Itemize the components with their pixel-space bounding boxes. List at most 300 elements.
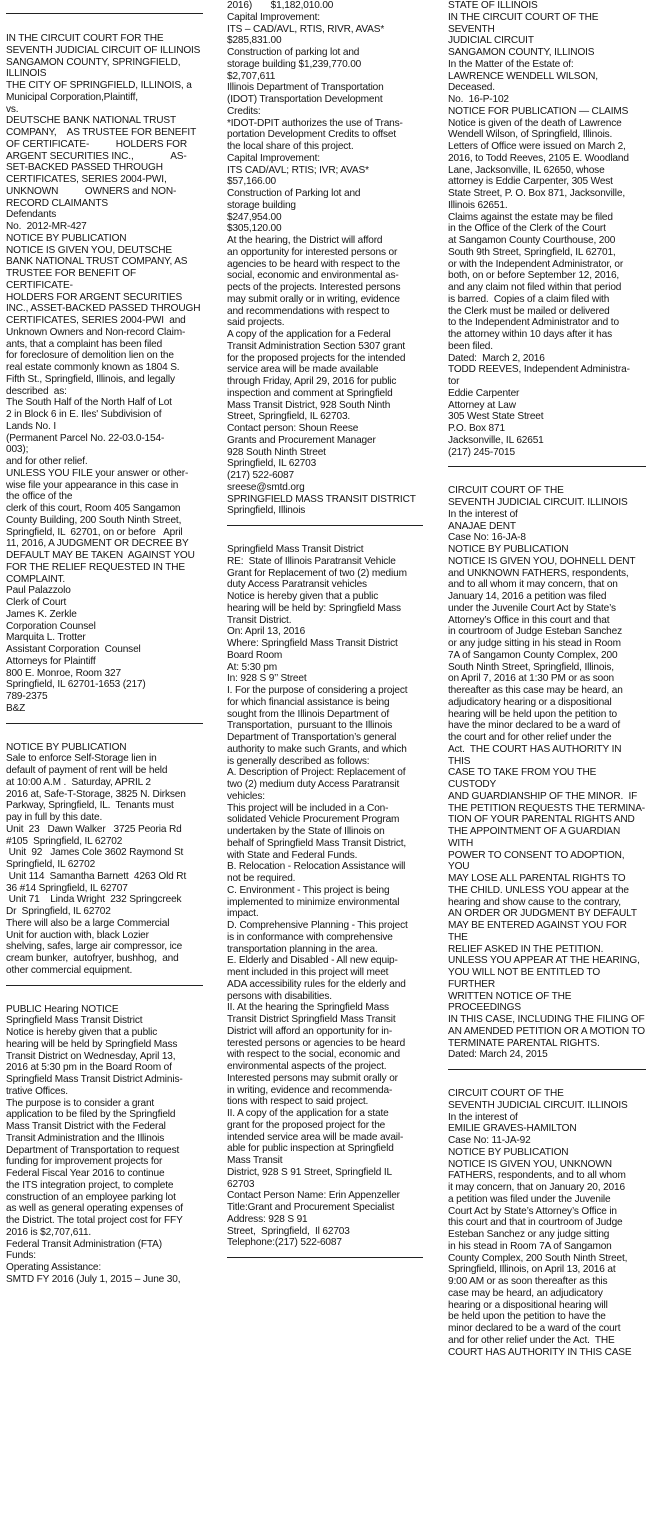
notice-line: Parkway, Springfield, IL. Tenants must <box>6 800 174 812</box>
notice-line: #105 Springfield, IL 62702 <box>6 835 123 847</box>
notice-line: Springfield, Illinois, on April 13, 2016 at <box>448 1264 616 1276</box>
notice-line: In the interest of <box>448 1111 518 1123</box>
notice-line: STATE OF ILLINOIS <box>448 0 538 11</box>
notice-line: not be required. <box>227 873 296 884</box>
notice-line: Mass Transit <box>227 1155 283 1166</box>
notice-line: 2016 at 5:30 pm in the Board Room of <box>6 1062 172 1074</box>
notice-self-storage-sale <box>6 742 203 977</box>
notice-line: Letters of Office were issued on March 2, <box>448 141 626 152</box>
notice-line: two (2) medium duty Access Paratransit <box>227 779 400 790</box>
notice-line: Deceased. <box>448 82 495 94</box>
notice-line: 003); <box>6 444 29 456</box>
notice-line: AND GUARDIANSHIP OF THE MINOR. IF <box>448 790 638 802</box>
notice-line: 2 in Block 6 in E. Iles' Subdivision of <box>6 409 162 420</box>
notice-line: and any claim not filed within that period <box>448 282 622 293</box>
notice-line: *IDOT-DPIT authorizes the use of Trans- <box>227 117 403 129</box>
notice-line: adjudicatory hearing or a dispositional <box>448 696 612 708</box>
notice-line: FATHERS, respondents, and to all whom <box>448 1170 626 1182</box>
notice-line: it may concern, that on January 20, 2016 <box>448 1182 625 1193</box>
notice-line: be held upon the petition to have the <box>448 1311 606 1323</box>
notice-line: is generally described as follows: <box>227 755 370 767</box>
notice-divider <box>6 985 203 986</box>
notice-line: Fifth St., Springfield, Illinois, and legally <box>6 373 175 385</box>
notice-line: Esteban Sanchez or any judge sitting <box>448 1229 610 1240</box>
notice-line: 11, 2016, A JUDGMENT OR DECREE BY <box>6 538 189 550</box>
notice-line: Springfield, IL 62701-1653 (217) <box>6 679 146 691</box>
notice-line: Marquita L. Trotter <box>6 632 86 644</box>
notice-line: Interested persons may submit orally or <box>227 1072 398 1084</box>
notice-line: SEVENTH JUDICIAL CIRCUIT. ILLINOIS <box>448 1099 628 1111</box>
notice-line: storage building <box>227 199 296 211</box>
notice-line: SANGAMON COUNTY, ILLINOIS <box>448 47 595 58</box>
notice-line: THE CHILD. UNLESS YOU appear at the <box>448 884 629 896</box>
notice-line: NOTICE IS GIVEN YOU, DOHNELL DENT <box>448 555 636 567</box>
notice-line: CERTIFICATES, SERIES 2004-PWI and <box>6 315 186 326</box>
notice-line: Corporation Counsel <box>6 620 96 632</box>
notice-line: Unit 23 Dawn Walker 3725 Peoria Rd <box>6 823 182 835</box>
notice-line: HOLDERS FOR ARGENT SECURITIES <box>6 291 183 303</box>
notice-line: 2016) $1,182,010.00 <box>227 0 334 11</box>
notice-line: in the Office of the Clerk of the Court <box>448 223 606 235</box>
notice-line: (217) 245-7015 <box>448 446 515 458</box>
notice-line: South 9th Street, Springfield, IL 62701, <box>448 246 616 258</box>
notice-line: Municipal Corporation,Plaintiff, <box>6 91 138 103</box>
notice-line: Clerk of Court <box>6 597 67 608</box>
notice-line: Attorney’s Office in this court and that <box>448 614 610 626</box>
notice-line: A copy of the application for a Federal <box>227 329 391 340</box>
notice-line: environmental aspects of the project. <box>227 1061 387 1072</box>
notice-line: TION OF YOUR PARENTAL RIGHTS AND <box>448 814 635 826</box>
notice-line: RE: State of Illinois Paratransit Vehicle <box>227 555 396 567</box>
notice-line: IN THE CIRCUIT COURT FOR THE <box>6 33 164 44</box>
notice-line: YOU WILL NOT BE ENTITLED TO FURTHER <box>448 967 603 990</box>
notice-line: NOTICE BY PUBLICATION <box>6 741 127 753</box>
notice-line: 305 West State Street <box>448 411 544 423</box>
notice-line: Telephone:(217) 522-6087 <box>227 1237 342 1249</box>
notice-line: 7A of Sangamon County Complex, 200 <box>448 649 618 661</box>
notice-line: IN THIS CASE, INCLUDING THE FILING OF <box>448 1014 645 1025</box>
notice-line: terested persons or agencies to be heard <box>227 1037 406 1049</box>
notice-line: construction of an employee parking lot <box>6 1191 176 1203</box>
notice-line: FOR THE RELIEF REQUESTED IN THE <box>6 561 185 573</box>
notice-line: Address: 928 S 91 <box>227 1213 308 1225</box>
notice-divider <box>227 525 423 526</box>
notice-line: CASE TO TAKE FROM YOU THE CUSTODY <box>448 767 599 790</box>
notice-line: TRUSTEE FOR BENEFIT OF CERTIFICATE- <box>6 268 139 291</box>
notice-line: 2016 is $2,707,611. <box>6 1226 92 1238</box>
notice-estate-claims-wilson <box>448 0 646 458</box>
notice-line: LAWRENCE WENDELL WILSON, <box>448 70 598 82</box>
notice-line: the attorney within 10 days after it has <box>448 329 613 340</box>
notice-line: the office of the <box>6 491 73 503</box>
notice-line: storage building $1,239,770.00 <box>227 58 362 70</box>
notice-line: the Clerk must be mailed or delivered <box>448 305 610 317</box>
notice-line: and to all whom it may concern, that on <box>448 579 618 591</box>
notice-line: OF CERTIFICATE- HOLDERS FOR <box>6 138 187 150</box>
notice-line: $247,954.00 <box>227 211 282 223</box>
notice-line: NOTICE FOR PUBLICATION — CLAIMS <box>448 105 629 117</box>
notice-line: JUDICIAL CIRCUIT <box>448 35 534 47</box>
notice-line: Attorneys for Plaintiff <box>6 655 96 667</box>
notice-public-hearing-smtd <box>6 1004 203 1286</box>
notice-line: Sale to enforce Self-Storage lien in <box>6 753 157 765</box>
notice-line: UNKNOWN OWNERS and NON- <box>6 185 177 197</box>
notice-line: District, 928 S 91 Street, Springfield IL <box>227 1166 392 1178</box>
notice-line: COURT HAS AUTHORITY IN THIS CASE <box>448 1346 632 1358</box>
notice-line: $2,707,611 <box>227 70 276 82</box>
notice-line: in his stead in Room 7A of Sangamon <box>448 1240 612 1252</box>
notice-line: SMTD FY 2016 (July 1, 2015 – June 30, <box>6 1273 181 1285</box>
notice-line: inspection and comment at Springfield <box>227 387 393 399</box>
notice-line: ADA accessibility rules for the elderly and <box>227 978 406 990</box>
notice-line: RELIEF ASKED IN THE PETITION. <box>448 943 604 955</box>
notice-line: EMILIE GRAVES-HAMILTON <box>448 1123 577 1135</box>
notice-line: James K. Zerkle <box>6 608 77 620</box>
notice-line: the local share of this project. <box>227 141 354 152</box>
notice-line: SEVENTH JUDICIAL CIRCUIT. ILLINOIS <box>448 497 628 508</box>
notice-line: a petition was filed under the Juvenile <box>448 1193 611 1205</box>
notice-line: and for other relief under the Act. THE <box>448 1334 615 1346</box>
notice-line: (217) 522-6087 <box>227 470 294 481</box>
notice-line: and UNKNOWN FATHERS, respondents, <box>448 567 629 579</box>
notice-line: Transit District Springfield Mass Transit <box>227 1014 396 1025</box>
notice-line: vehicles: <box>227 790 265 802</box>
notice-line: said projects. <box>227 317 285 329</box>
notice-line: 9:00 AM or as soon thereafter as this <box>448 1276 608 1287</box>
notice-line: No. 2012-MR-427 <box>6 221 87 232</box>
notice-line: B&Z <box>6 702 26 714</box>
notice-line: and recommendations with respect to <box>227 305 390 317</box>
notice-line: Act. THE COURT HAS AUTHORITY IN THIS <box>448 743 624 767</box>
notice-line: In: 928 S 9’’ Street <box>227 673 307 685</box>
notice-demolition-lien <box>6 33 203 715</box>
column-top-rule <box>6 13 203 14</box>
notice-line: In the Matter of the Estate of: <box>448 58 574 70</box>
notice-line: cream bunker, autofryer, bushhog, and <box>6 953 179 964</box>
notice-line: transportation planning in the area. <box>227 943 378 955</box>
notice-line: and for other relief. <box>6 456 88 467</box>
notice-line: Transit District. <box>227 614 292 626</box>
notice-line: INC., ASSET-BACKED PASSED THROUGH <box>6 303 201 315</box>
notice-line: able for public inspection at Springfield <box>227 1143 394 1155</box>
notice-line: Case No: 11-JA-92 <box>448 1135 531 1146</box>
notice-line: UNLESS YOU APPEAR AT THE HEARING, <box>448 955 640 967</box>
notice-line: through Friday, April 29, 2016 for public <box>227 376 397 387</box>
notice-line: No. 16-P-102 <box>448 94 509 105</box>
notice-line: B. Relocation - Relocation Assistance will <box>227 861 406 873</box>
notice-line: WRITTEN NOTICE OF THE PROCEEDINGS <box>448 990 575 1014</box>
notice-line: County Building, 200 South Ninth Street, <box>6 514 182 526</box>
notice-line: MAY BE ENTERED AGAINST YOU FOR THE <box>448 920 630 943</box>
notice-divider <box>448 466 646 467</box>
notice-line: application to be filed by the Springfield <box>6 1109 176 1121</box>
notice-line: PUBLIC Hearing NOTICE <box>6 1003 119 1015</box>
notice-line: Springfield, IL 62703 <box>227 458 317 470</box>
notice-public-hearing-smtd-continued <box>227 0 423 517</box>
notice-line: COMPLAINT. <box>6 573 66 585</box>
notice-line: Dr Springfield, IL 62702 <box>6 906 111 917</box>
notice-line: Board Room <box>227 649 283 661</box>
notice-line: pects of the projects. Interested persons <box>227 282 401 293</box>
notice-juvenile-dent <box>448 485 646 1061</box>
notice-line: In the interest of <box>448 508 518 520</box>
notice-line: pay in full by this date. <box>6 812 103 823</box>
notice-line: Wendell Wilson, of Springfield, Illinois. <box>448 129 613 141</box>
notice-line: NOTICE BY PUBLICATION <box>6 232 127 244</box>
notice-line: The purpose is to consider a grant <box>6 1097 155 1109</box>
notice-line: other commercial equipment. <box>6 964 133 976</box>
notice-line: behalf of Springfield Mass Transit District, <box>227 837 407 849</box>
notice-line: ment included in this project will meet <box>227 967 389 978</box>
notice-divider <box>227 1257 423 1258</box>
notice-line: hearing or a dispositional hearing will <box>448 1299 608 1311</box>
notice-line: Illinois Department of Transportation <box>227 82 384 94</box>
notice-line: Attorney at Law <box>448 399 516 411</box>
notice-line: RECORD CLAIMANTS <box>6 197 108 209</box>
notice-line: THE CITY OF SPRINGFIELD, ILLINOIS, a <box>6 80 192 91</box>
notice-line: social, economic and environmental as- <box>227 270 399 282</box>
notice-line: Grant for Replacement of two (2) medium <box>227 567 407 579</box>
notice-line: intended service area will be made avail- <box>227 1131 404 1143</box>
notice-line: At: 5:30 pm <box>227 661 277 673</box>
notice-line: wise file your appearance in this case in <box>6 479 179 491</box>
notice-line: Dated: March 2, 2016 <box>448 352 545 364</box>
notice-line: Springfield, IL 62701, on or before April <box>6 526 183 538</box>
notice-line: MAY LOSE ALL PARENTAL RIGHTS TO <box>448 873 626 884</box>
column-3 <box>448 0 646 1514</box>
notice-line: Department of Transportation’s general <box>227 732 397 743</box>
notice-line: Transit District on Wednesday, April 13, <box>6 1050 176 1062</box>
notice-line: tions with respect to said project. <box>227 1096 369 1108</box>
notice-line: (Permanent Parcel No. 22-03.0-154- <box>6 432 165 444</box>
notice-line: ants, that a complaint has been filed <box>6 338 163 350</box>
notice-line: been filed. <box>448 340 493 352</box>
notice-line: vs. <box>6 103 19 115</box>
notice-line: Defendants <box>6 209 57 221</box>
notice-line: DEUTSCHE BANK NATIONAL TRUST <box>6 115 177 127</box>
notice-line: Transit Administration Section 5307 grant <box>227 340 406 352</box>
notice-line: Construction of parking lot and <box>227 47 360 58</box>
notice-line: AN AMENDED PETITION OR A MOTION TO <box>448 1025 645 1037</box>
notice-line: County Complex, 200 South Ninth Street, <box>448 1252 628 1264</box>
notice-line: Springfield Mass Transit District Adminis- <box>6 1074 183 1085</box>
notice-line: an opportunity for interested persons or <box>227 246 398 258</box>
notice-line: Unit 92 James Cole 3602 Raymond St <box>6 847 184 859</box>
notice-line: (IDOT) Transportation Development <box>227 94 383 105</box>
notice-line: $57,166.00 <box>227 176 277 188</box>
notice-line: Eddie Carpenter <box>448 387 520 399</box>
notice-line: for the proposed projects for the intended <box>227 352 406 364</box>
notice-line: Operating Assistance: <box>6 1262 102 1273</box>
notice-line: Mass Transit District, 928 South Ninth <box>227 399 391 411</box>
notice-line: have the minor declared to be a ward of <box>448 720 621 732</box>
notice-line: the court and for other relief under the <box>448 732 612 743</box>
notice-line: ITS CAD/AVL; RTIS; IVR; AVAS* <box>227 164 369 176</box>
notice-line: solidated Vehicle Procurement Program <box>227 814 400 826</box>
notice-line: Notice is given of the death of Lawrence <box>448 117 622 129</box>
notice-line: DEFAULT MAY BE TAKEN AGAINST YOU <box>6 550 195 561</box>
notice-line: IN THE CIRCUIT COURT OF THE SEVENTH <box>448 11 602 35</box>
notice-line: with respect to the social, economic and <box>227 1049 400 1061</box>
notice-line: or any judge sitting in his stead in Room <box>448 638 621 649</box>
notice-line: or with the Independent Administrator, or <box>448 258 624 270</box>
notice-line: duty Access Paratransit vehicles <box>227 579 367 591</box>
column-1 <box>6 0 203 1514</box>
notice-line: E. Elderly and Disabled - All new equip- <box>227 955 398 967</box>
notice-line: Federal Fiscal Year 2016 to continue <box>6 1168 165 1179</box>
notice-line: case may be heard, an adjudicatory <box>448 1287 603 1299</box>
notice-line: D. Comprehensive Planning - This project <box>227 920 408 931</box>
notice-line: sought from the Illinois Department of <box>227 708 390 720</box>
notice-line: Department of Transportation to request <box>6 1144 180 1156</box>
notice-line: 928 South Ninth Street <box>227 446 326 458</box>
notice-line: thereafter as this case may be heard, an <box>448 685 623 696</box>
notice-line: Credits: <box>227 105 261 117</box>
notice-line: may submit orally or in writing, evidence <box>227 293 400 305</box>
notice-line: UNLESS YOU FILE your answer or other- <box>6 467 189 479</box>
notice-line: Illinois 62651. <box>448 199 508 211</box>
notice-line: Springfield Mass Transit District <box>227 544 364 555</box>
notice-line: CERTIFICATES, SERIES 2004-PWI, <box>6 174 167 185</box>
notice-line: for foreclosure of demolition lien on the <box>6 350 174 362</box>
notice-line: under the Juvenile Court Act by State’s <box>448 602 616 614</box>
notice-line: POWER TO CONSENT TO ADOPTION, YOU <box>448 849 627 873</box>
notice-line: ILLINOIS <box>6 68 47 80</box>
notice-line: Court Act by State’s Attorney’s Office in <box>448 1205 617 1217</box>
notice-line: NOTICE IS GIVEN YOU, DEUTSCHE <box>6 244 172 256</box>
notice-line: hearing will be held by: Springfield Mass <box>227 602 401 614</box>
notice-line: SEVENTH JUDICIAL CIRCUIT OF ILLINOIS <box>6 44 201 56</box>
notice-line: $305,120.00 <box>227 223 282 235</box>
notice-line: 36 #14 Springfield, IL 62707 <box>6 882 128 894</box>
notice-line: Lands No. I <box>6 420 56 432</box>
notice-line: TERMINATE PARENTAL RIGHTS. <box>448 1037 600 1049</box>
notice-line: Transit Administration and the Illinois <box>6 1132 165 1144</box>
notice-line: minor declared to be a ward of the court <box>448 1323 621 1334</box>
notice-line: I. For the purpose of considering a project <box>227 685 408 696</box>
notice-line: attorney is Eddie Carpenter, 305 West <box>448 176 613 188</box>
notice-line: shelving, safes, large air compressor, ice <box>6 941 183 953</box>
notice-line: at Sangamon County Courthouse, 200 <box>448 235 616 246</box>
notice-line: II. At the hearing the Springfield Mass <box>227 1002 389 1014</box>
notice-line: Lane, Jacksonville, IL 62650, whose <box>448 164 605 176</box>
notice-line: authority to make such Grants, and which <box>227 743 407 755</box>
notice-line: default of payment of rent will be held <box>6 765 168 776</box>
notice-line: There will also be a large Commercial <box>6 917 170 929</box>
notice-line: CIRCUIT COURT OF THE <box>448 485 564 497</box>
notice-line: COMPANY, AS TRUSTEE FOR BENEFIT <box>6 127 197 138</box>
notice-line: C. Environment - This project is being <box>227 884 390 896</box>
notice-line: TODD REEVES, Independent Administra- <box>448 364 630 376</box>
notice-line: this court and that in courtroom of Judge <box>448 1217 623 1229</box>
notice-line: trative Offices. <box>6 1085 68 1097</box>
notice-line: This project will be included in a Con- <box>227 802 389 814</box>
notice-line: State Street, P. O. Box 871, Jacksonville, <box>448 188 625 199</box>
notice-line: 2016, to Todd Reeves, 2105 E. Woodland <box>448 152 629 164</box>
notice-line: Paul Palazzolo <box>6 585 71 597</box>
notice-line: Unit for auction with, black Lozier <box>6 929 149 941</box>
notice-line: tor <box>448 376 460 387</box>
notice-line: Street, Springfield, IL 62703. <box>227 411 351 423</box>
notice-line: hearing will be held by Springfield Mass <box>6 1038 178 1050</box>
notice-line: The South Half of the North Half of Lot <box>6 397 172 409</box>
notice-line: in courtroom of Judge Esteban Sanchez <box>448 626 623 638</box>
notice-line: 2016 at, Safe-T-Storage, 3825 N. Dirksen <box>6 788 186 800</box>
notice-line: Grants and Procurement Manager <box>227 434 376 446</box>
notice-line: Funds: <box>6 1250 36 1262</box>
notice-line: Where: Springfield Mass Transit District <box>227 638 398 649</box>
notice-line: is in conformance with comprehensive <box>227 931 393 943</box>
notice-line: with State and Federal Funds. <box>227 849 358 861</box>
notice-line: portation Development Credits to offset <box>227 129 397 141</box>
notice-line: NOTICE BY PUBLICATION <box>448 544 569 555</box>
notice-line: South Ninth Street, Springfield, Illinois, <box>448 661 614 673</box>
notice-line: P.O. Box 871 <box>448 423 505 434</box>
notice-line: AN ORDER OR JUDGMENT BY DEFAULT <box>448 908 637 920</box>
notice-line: ITS – CAD/AVL, RTIS, RIVR, AVAS* <box>227 23 385 35</box>
notice-line: CIRCUIT COURT OF THE <box>448 1088 564 1099</box>
notice-line: real estate commonly known as 1804 S. <box>6 362 180 373</box>
notice-line: Claims against the estate may be filed <box>448 211 613 223</box>
notice-line: SPRINGFIELD MASS TRANSIT DISTRICT <box>227 493 416 505</box>
notice-line: impact. <box>227 908 259 920</box>
notice-line: Notice is hereby given that a public <box>227 591 379 602</box>
notice-line: as well as general operating expenses of <box>6 1203 183 1215</box>
notice-line: the District. The total project cost for FFY <box>6 1215 183 1226</box>
notice-line: Title:Grant and Procurement Specialist <box>227 1202 395 1213</box>
notice-line: 800 E. Monroe, Room 327 <box>6 667 121 679</box>
notice-line: described as: <box>6 385 67 397</box>
notice-line: 62703 <box>227 1178 255 1190</box>
notice-line: on April 7, 2016 at 1:30 PM or as soon <box>448 673 615 685</box>
notice-line: funding for improvement projects for <box>6 1156 163 1168</box>
notice-line: Jacksonville, IL 62651 <box>448 434 544 446</box>
notice-line: Transportation, pursuant to the Illinois <box>227 720 393 732</box>
notice-line: $285,831.00 <box>227 35 282 47</box>
notice-line: II. A copy of the application for a state <box>227 1108 389 1119</box>
notice-line: 789-2375 <box>6 691 48 702</box>
notice-line: hearing will be held upon the petition to <box>448 708 617 720</box>
notice-line: Contact Person Name: Erin Appenzeller <box>227 1190 400 1202</box>
notice-line: undertaken by the State of Illinois on <box>227 826 385 837</box>
notice-line: in writing, evidence and recommenda- <box>227 1084 393 1096</box>
notice-line: Case No: 16-JA-8 <box>448 532 526 544</box>
notice-line: Capital Improvement: <box>227 152 320 164</box>
notice-line: ANAJAE DENT <box>448 520 516 532</box>
notice-line: NOTICE BY PUBLICATION <box>448 1146 569 1158</box>
notice-line: ARGENT SECURITIES INC., AS- <box>6 150 187 162</box>
notice-line: is barred. Copies of a claim filed with <box>448 293 610 305</box>
notice-line: On: April 13, 2016 <box>227 626 306 638</box>
notice-line: Street, Springfield, Il 62703 <box>227 1225 350 1237</box>
notice-line: SANGAMON COUNTY, SPRINGFIELD, <box>6 56 181 68</box>
notice-line: Notice is hereby given that a public <box>6 1027 158 1038</box>
notice-line: SET-BACKED PASSED THROUGH <box>6 162 163 174</box>
notice-divider <box>448 1069 646 1070</box>
notice-line: hearing and show cause to the contrary, <box>448 896 621 908</box>
notice-line: NOTICE IS GIVEN YOU, UNKNOWN <box>448 1158 612 1170</box>
notice-line: Contact person: Shoun Reese <box>227 423 359 434</box>
notice-line: grant for the proposed project for the <box>227 1119 386 1131</box>
notice-divider <box>6 723 203 724</box>
notice-line: clerk of this court, Room 405 Sangamon <box>6 503 181 514</box>
notice-line: Springfield, IL 62702 <box>6 859 96 870</box>
notice-line: Springfield, Illinois <box>227 505 306 517</box>
notice-line: implemented to minimize environmental <box>227 896 400 908</box>
notice-juvenile-graves-hamilton <box>448 1088 646 1358</box>
notice-line: to the Independent Administrator and to <box>448 317 619 329</box>
notice-line: at 10:00 A.M . Saturday, APRIL 2 <box>6 776 151 788</box>
